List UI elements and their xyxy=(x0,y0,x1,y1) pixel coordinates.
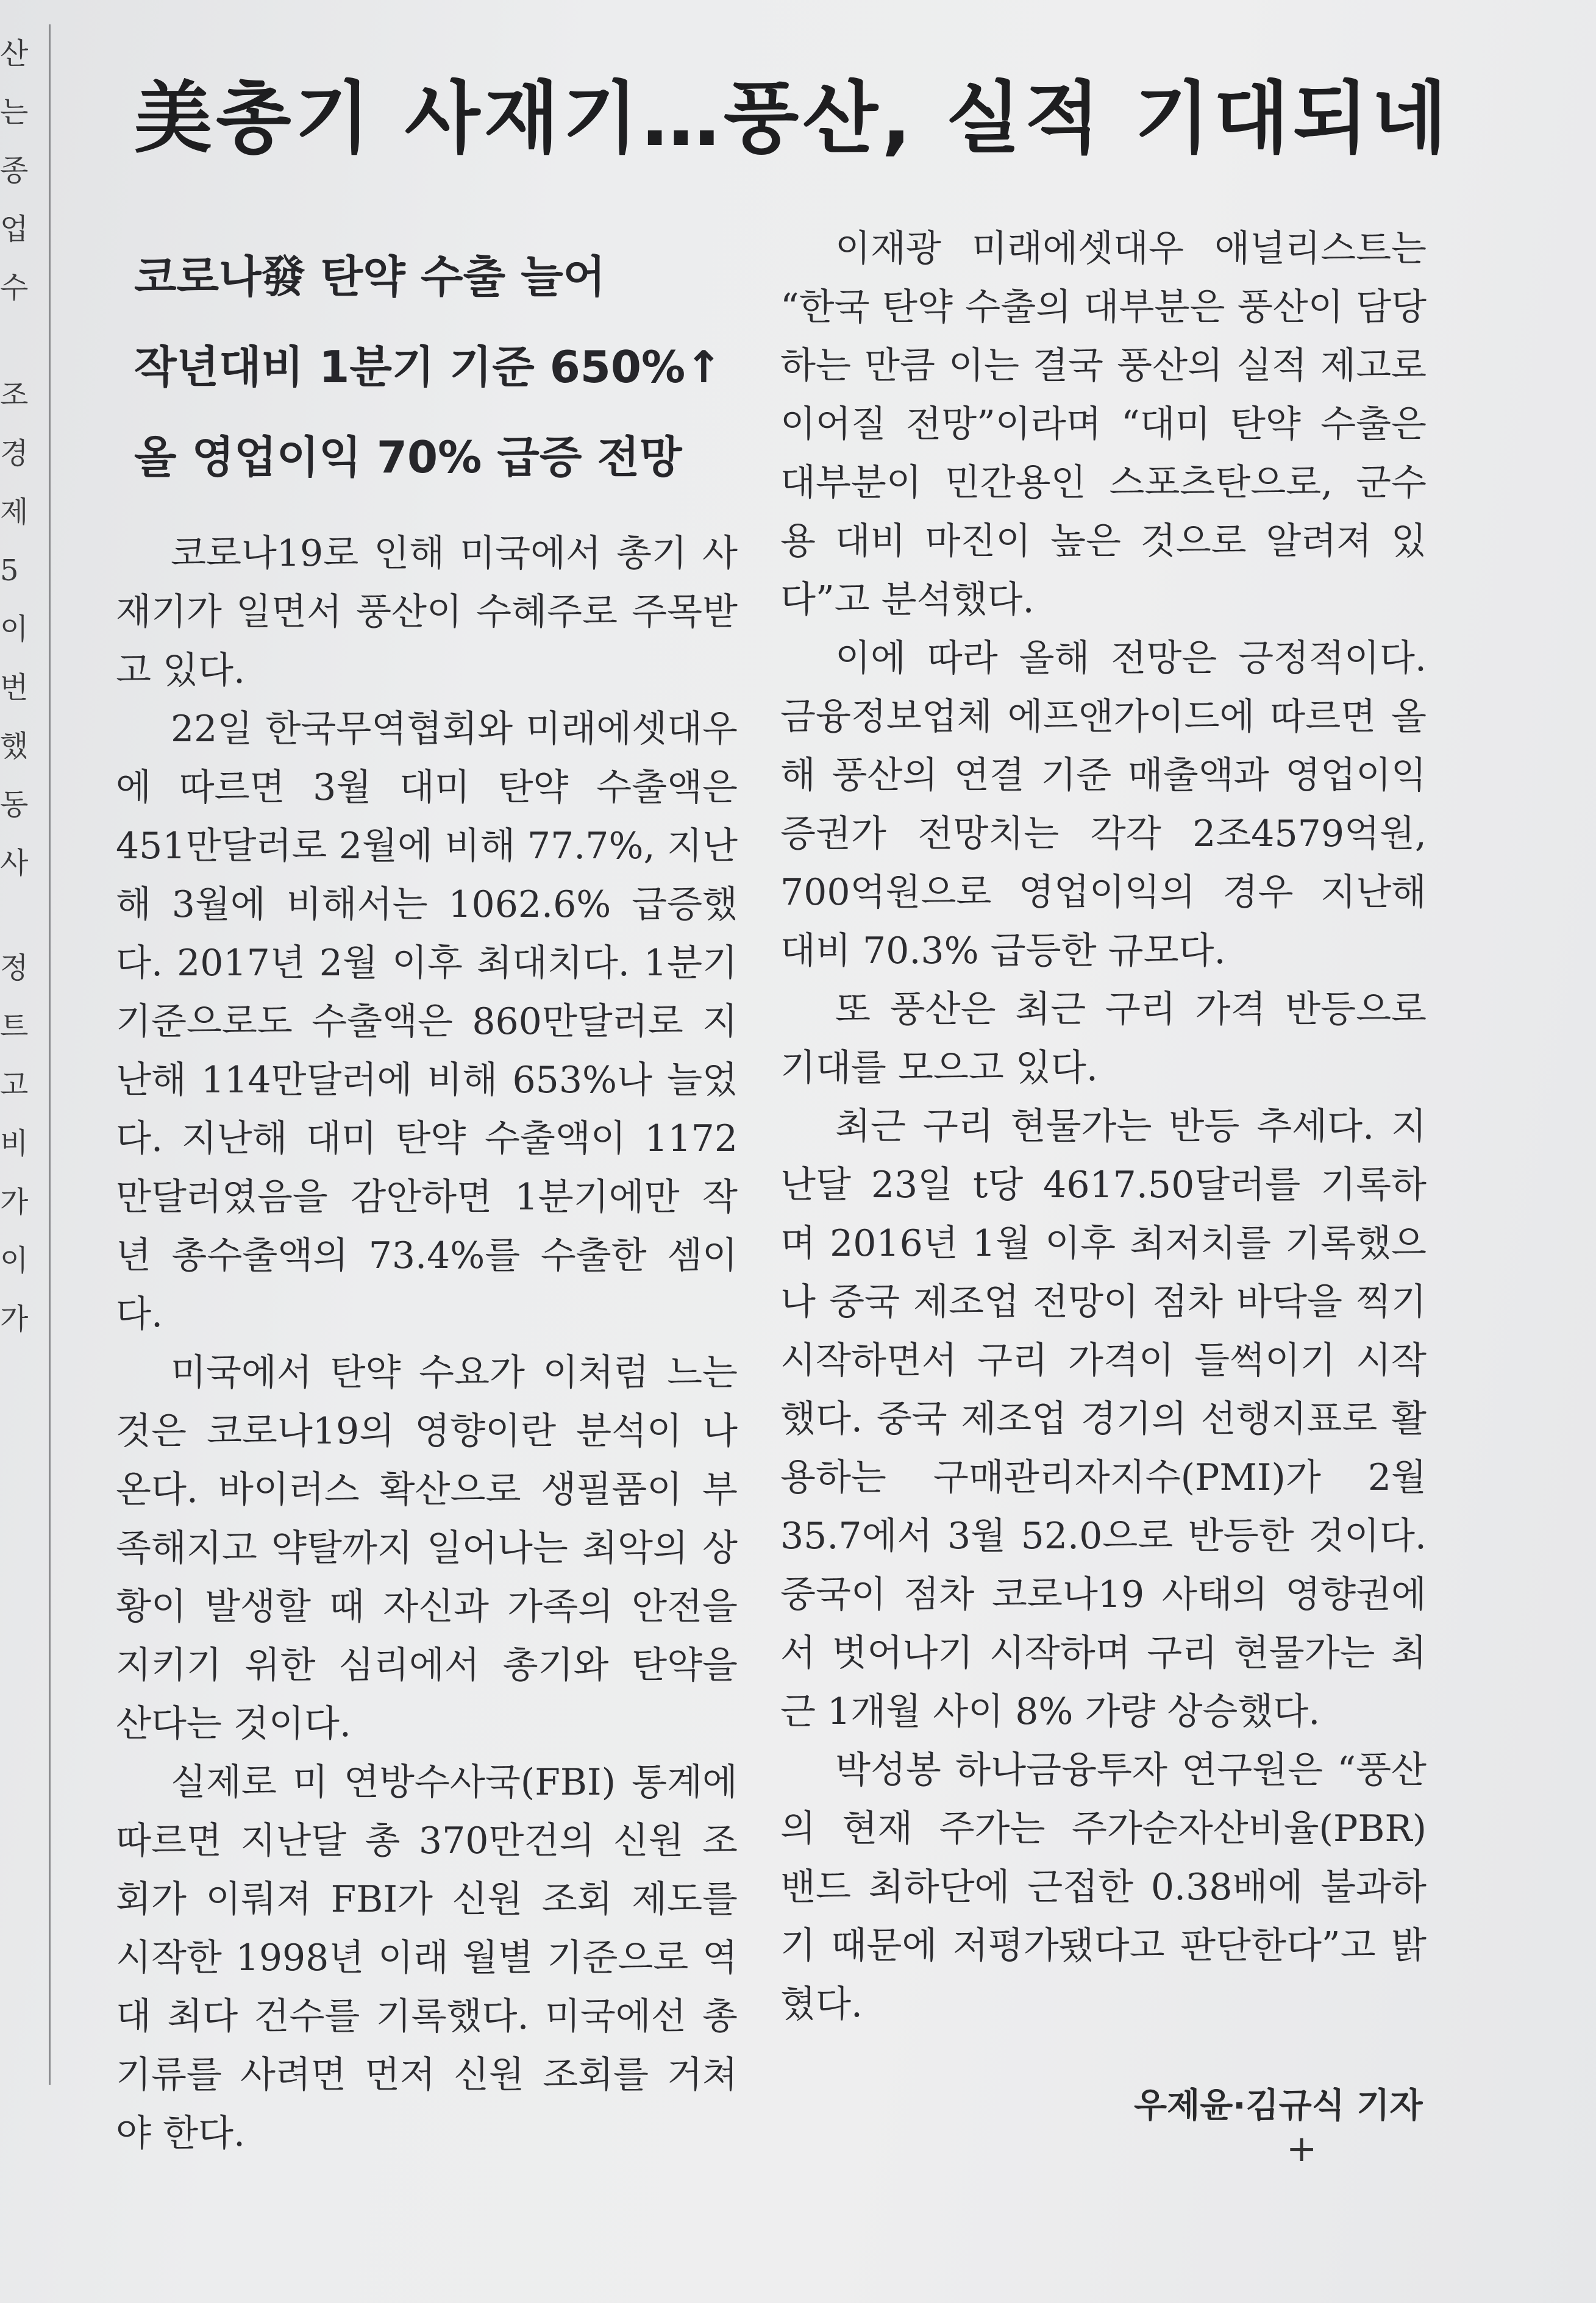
body-column-right xyxy=(780,219,1427,2034)
body-paragraph: 이재광 미래에셋대우 애널리스트는 “한국 탄약 수출의 대부분은 풍산이 담당하는 만큼 이는 결국 풍산의 실적 제고로 이어질 전망”이라며 “대미 탄약 수출은 대부분이 민간용인 스포츠탄으로, 군수용 대비 마진이 높은 것으로 알려져 있다”고 분석했다. xyxy=(780,227,1427,621)
byline: 우제윤·김규식 기자 xyxy=(1134,2086,1423,2126)
adjacent-article-fragment xyxy=(0,24,37,1475)
column-divider xyxy=(49,24,51,2085)
body-paragraph: 실제로 미 연방수사국(FBI) 통계에 따르면 지난달 총 370만건의 신원 조회가 이뤄져 FBI가 신원 조회 제도를 시작한 1998년 이래 월별 기준으로 역대 최다 건수를 기록했다. 미국에선 총기류를 사려면 먼저 신원 조회를 거쳐야 한다. xyxy=(116,1761,738,2155)
fragment-chunk: 정 트 고 비 가 이 가 xyxy=(0,951,29,1336)
subheadline: 올 영업이익 70% 급증 전망 xyxy=(134,432,682,483)
body-paragraph: 또 풍산은 최근 구리 가격 반등으로 기대를 모으고 있다. xyxy=(780,988,1427,1089)
subheadline: 작년대비 1분기 기준 650%↑ xyxy=(134,341,722,393)
fragment-chunk: 산 는 종 업 수 xyxy=(0,37,29,305)
body-paragraph: 미국에서 탄약 수요가 이처럼 느는 것은 코로나19의 영향이란 분석이 나온다. 바이러스 확산으로 생필품이 부족해지고 약탈까지 일어나는 최악의 상황이 발생할 때 자신과 가족의 안전을 지키기 위한 심리에서 총기와 탄약을 산다는 것이다. xyxy=(116,1351,738,1745)
subheadline-block xyxy=(134,232,756,502)
subheadline: 코로나發 탄약 수출 늘어 xyxy=(134,251,606,302)
body-paragraph: 최근 구리 현물가는 반등 추세다. 지난달 23일 t당 4617.50달러를 기록하며 2016년 1월 이후 최저치를 기록했으나 중국 제조업 전망이 점차 바닥을 찍기 시작하면서 구리 가격이 들썩이기 시작했다. 중국 제조업 경기의 선행지표로 활용하는 구매관리자지수(PMI)가 2월 35.7에서 3월 52.0으로 반등한 것이다. 중국이 점차 코로나19 사태의 영향권에서 벗어나기 시작하며 구리 현물가는 최근 1개월 사이 8% 가량 상승했다. xyxy=(780,1105,1427,1733)
body-paragraph: 22일 한국무역협회와 미래에셋대우에 따르면 3월 대미 탄약 수출액은 451만달러로 2월에 비해 77.7%, 지난해 3월에 비해서는 1062.6% 급증했다. 2017년 2월 이후 최대치다. 1분기 기준으로도 수출액은 860만달러로 지난해 114만달러에 비해 653%나 늘었다. 지난해 대미 탄약 수출액이 1172만달러였음을 감안하면 1분기에만 작년 총수출액의 73.4%를 수출한 셈이다. xyxy=(116,708,738,1336)
body-paragraph: 박성봉 하나금융투자 연구원은 “풍산의 현재 주가는 주가순자산비율(PBR) 밴드 최하단에 근접한 0.38배에 불과하기 때문에 저평가됐다고 판단한다”고 밝혔다. xyxy=(780,1749,1427,2026)
body-paragraph: 코로나19로 인해 미국에서 총기 사재기가 일면서 풍산이 수혜주로 주목받고 있다. xyxy=(116,532,738,692)
article-headline: 美총기 사재기…풍산, 실적 기대되네 xyxy=(134,73,1451,164)
body-paragraph: 이에 따라 올해 전망은 긍정적이다. 금융정보업체 에프앤가이드에 따르면 올해 풍산의 연결 기준 매출액과 영업이익 증권가 전망치는 각각 2조4579억원, 700억원으로 영업이익의 경우 지난해 대비 70.3% 급등한 규모다. xyxy=(780,637,1427,972)
body-column-left xyxy=(116,524,738,2163)
plus-mark: + xyxy=(1286,2127,1317,2170)
fragment-chunk: 조 경 제 5 이 번 했 동 사 xyxy=(0,378,29,880)
